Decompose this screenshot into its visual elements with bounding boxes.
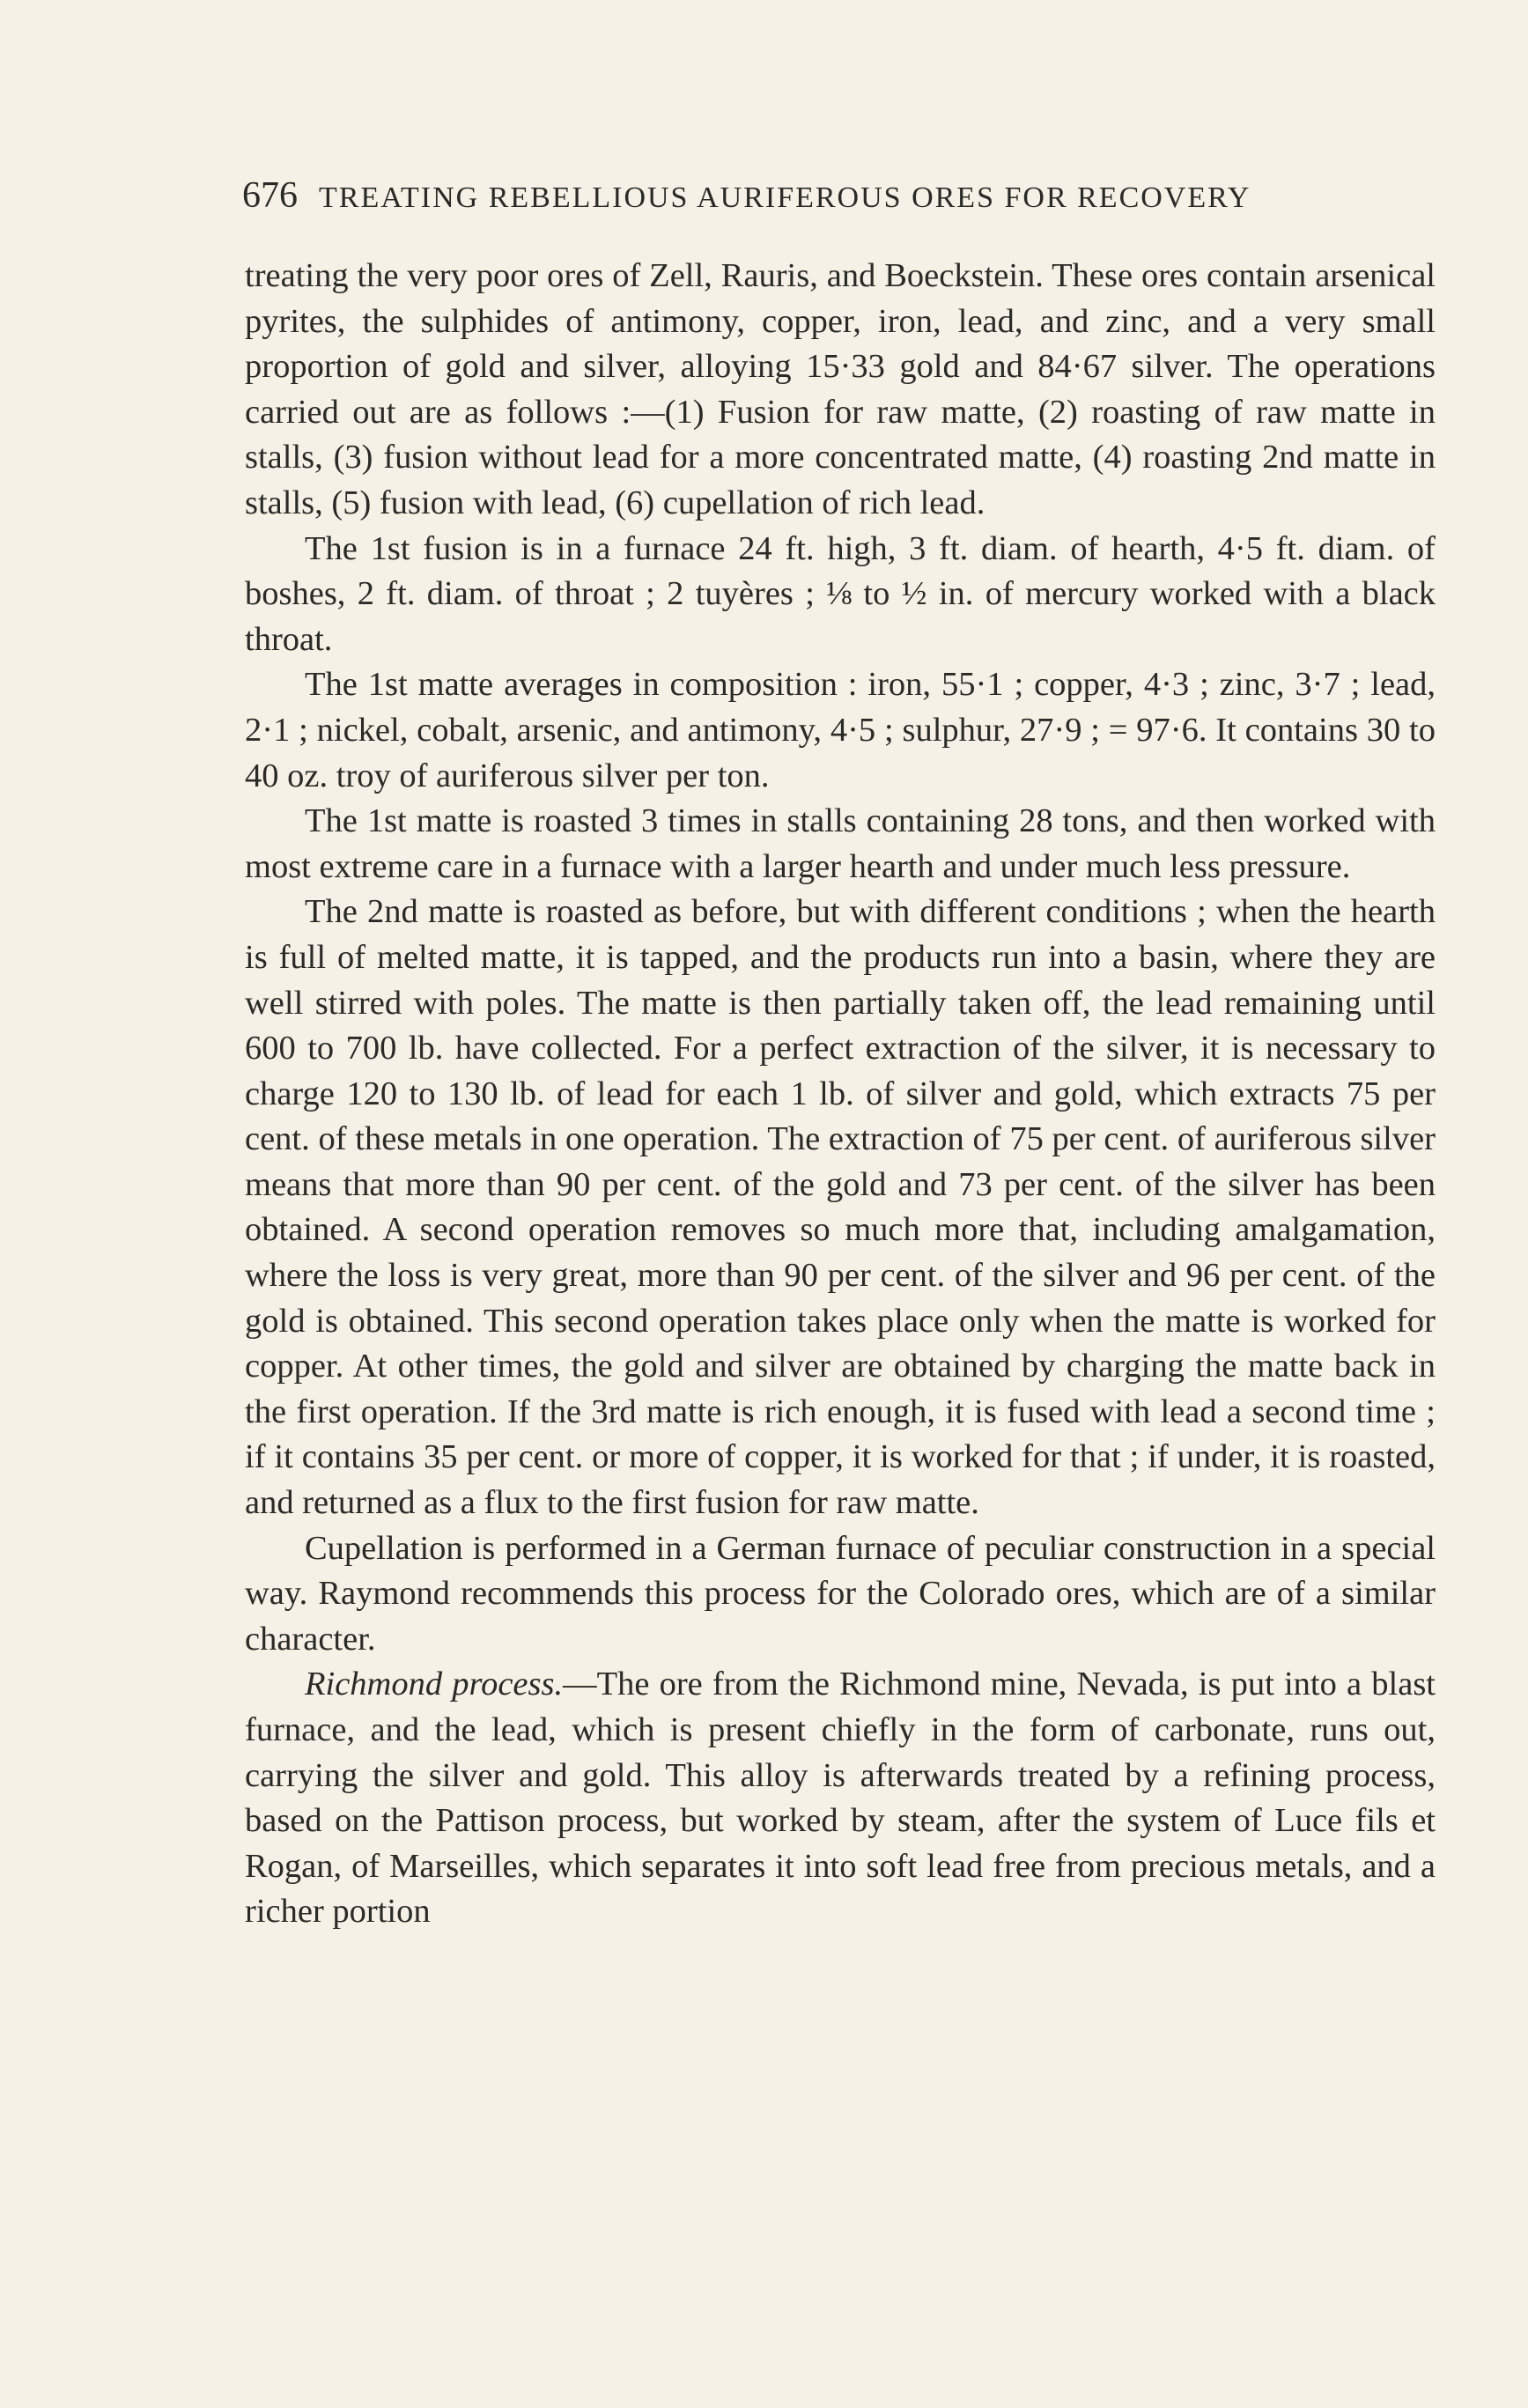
body-text xyxy=(245,254,1436,1935)
paragraph-first-fusion: The 1st fusion is in a furnace 24 ft. high, 3 ft. diam. of hearth, 4·5 ft. diam. of boshes, 2 ft. diam. of throat ; 2 tuyères ; ⅛ to ½ in. of mercury worked with a black throat. xyxy=(245,529,1436,658)
running-head xyxy=(242,174,1369,217)
paragraph-matte-composition: The 1st matte averages in composition : iron, 55·1 ; copper, 4·3 ; zinc, 3·7 ; lead, 2·1 ; nickel, cobalt, arsenic, and antimony, 4·5 ; sulphur, 27·9 ; = 97·6. It contains 30 to 40 oz. troy of auriferous silver per ton. xyxy=(245,666,1436,794)
richmond-process-text: —The ore from the Richmond mine, Nevada, is put into a blast furnace, and the lead, which is present chiefly in the form of carbonate, runs out, carrying the silver and gold. This alloy is afterwards treated by a refining process, based on the Pattison process, but worked by steam, after the system of Luce fils et Rogan, of Marseilles, which separates it into soft lead free from precious metals, and a richer portion xyxy=(245,1666,1436,1931)
paragraph-richmond-process xyxy=(245,1662,1436,1935)
paragraph-zell-rauris-ores: treating the very poor ores of Zell, Rauris, and Boeckstein. These ores contain arsenical pyrites, the sulphides of antimony, copper, iron, lead, and zinc, and a very small proportion of gold and silver, alloying 15·33 gold and 84·67 silver. The operations carried out are as follows :—(1) Fusion for raw matte, (2) roasting of raw matte in stalls, (3) fusion without lead for a more concentrated matte, (4) roasting 2nd matte in stalls, (5) fusion with lead, (6) cupellation of rich lead. xyxy=(245,257,1436,521)
page-number: 676 xyxy=(242,175,298,216)
paragraph-first-matte-roasting: The 1st matte is roasted 3 times in stalls containing 28 tons, and then worked with most extreme care in a furnace with a larger hearth and under much less pressure. xyxy=(245,802,1436,885)
richmond-process-heading: Richmond process. xyxy=(305,1666,564,1703)
running-title: TREATING REBELLIOUS AURIFEROUS ORES FOR RECOVERY xyxy=(319,181,1251,214)
paragraph-cupellation: Cupellation is performed in a German furnace of peculiar construction in a special way. Raymond recommends this process for the Colorado ores, which are of a similar character. xyxy=(245,1529,1436,1658)
paragraph-second-matte: The 2nd matte is roasted as before, but with different conditions ; when the hearth is full of melted matte, it is tapped, and the products run into a basin, where they are well stirred with poles. The matte is then partially taken off, the lead remaining until 600 to 700 lb. have collected. For a perfect extraction of the silver, it is necessary to charge 120 to 130 lb. of lead for each 1 lb. of silver and gold, which extracts 75 per cent. of these metals in one operation. The extraction of 75 per cent. of auriferous silver means that more than 90 per cent. of the gold and 73 per cent. of the silver has been obtained. A second operation removes so much more that, including amalgamation, where the loss is very great, more than 90 per cent. of the silver and 96 per cent. of the gold is obtained. This second operation takes place only when the matte is worked for copper. At other times, the gold and silver are obtained by charging the matte back in the first operation. If the 3rd matte is rich enough, it is fused with lead a second time ; if it contains 35 per cent. or more of copper, it is worked for that ; if under, it is roasted, and returned as a flux to the first fusion for raw matte. xyxy=(245,893,1436,1522)
